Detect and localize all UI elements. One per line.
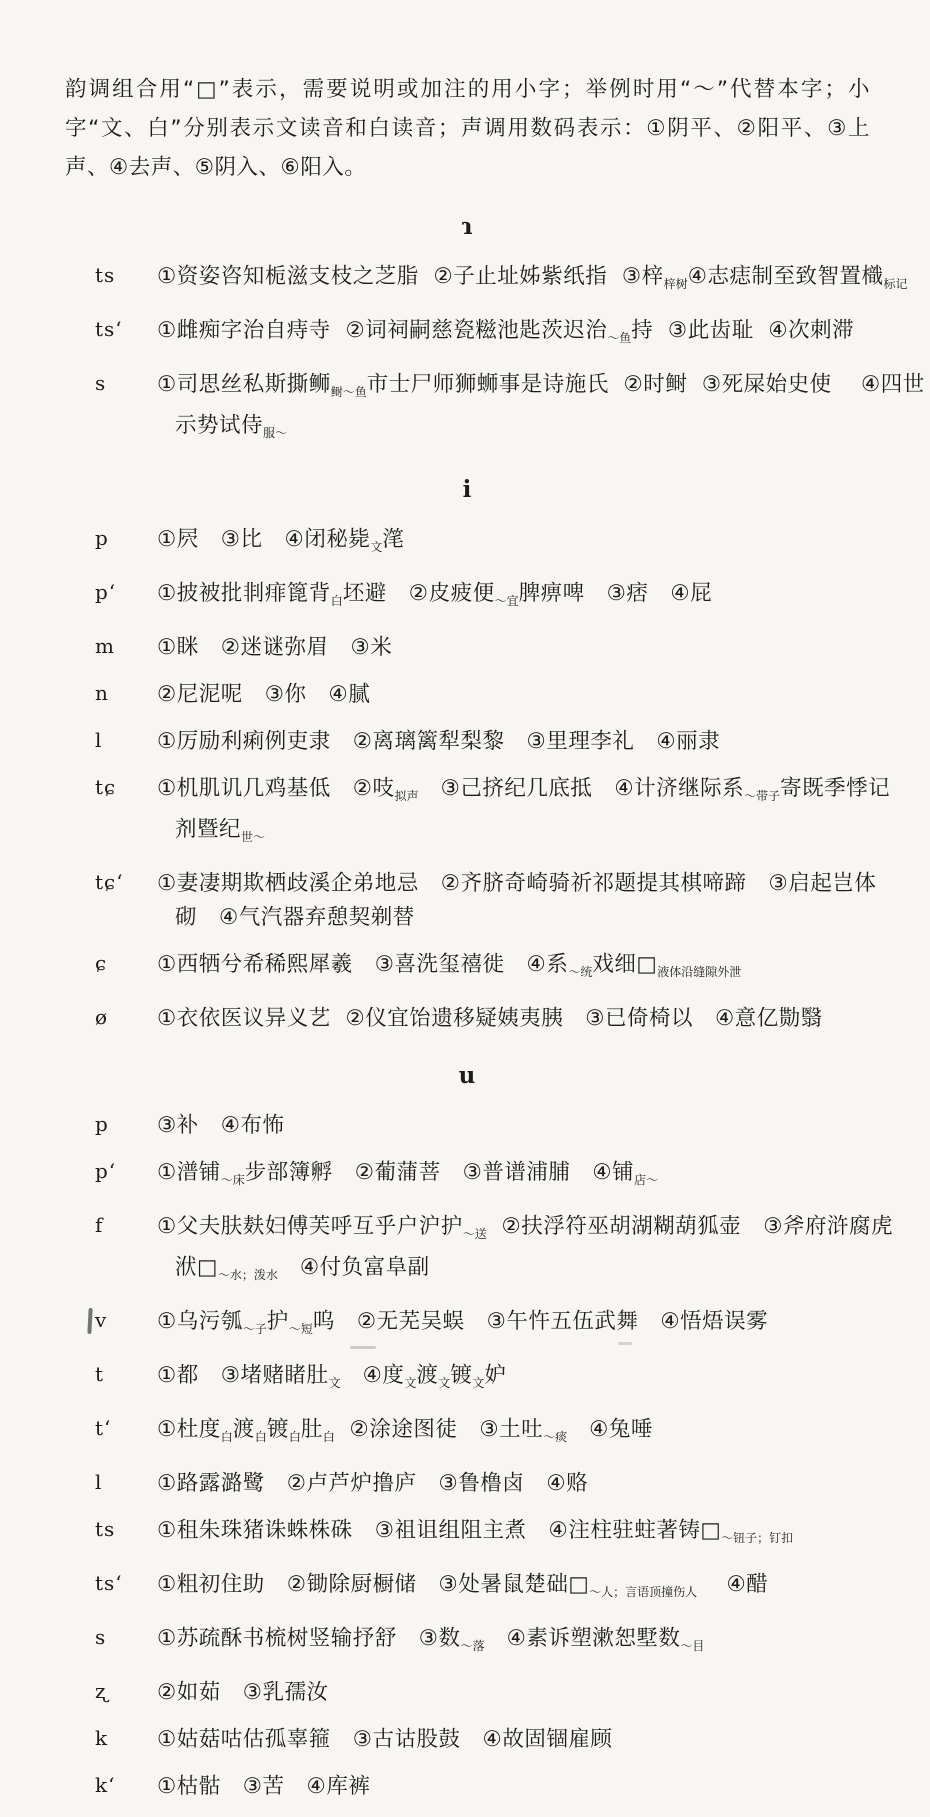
section-ɿ: [65, 213, 925, 450]
entry-line: [157, 772, 890, 813]
initial-label: tʻ: [95, 1416, 112, 1440]
entry-content: [157, 523, 870, 564]
entry-line: [157, 948, 870, 989]
entry-line: [157, 1467, 870, 1501]
entry-text: ④素诉塑漱恕墅数: [484, 1626, 681, 1651]
entry-text: ①衣依医议异义艺 ②仪宜饴遗移疑姨夷胰 ③已倚椅以 ④意亿勚翳: [157, 1006, 823, 1031]
entry-row-tɕʻ: [95, 867, 877, 935]
entry-text: 镀: [266, 1417, 289, 1442]
entry-text: 戏细□: [592, 952, 658, 977]
initial-label: ø: [95, 1005, 109, 1029]
entry-row-ʐ: [95, 1676, 870, 1710]
entry-text: 寄既季悸记: [780, 776, 891, 801]
entry-content: [157, 1676, 870, 1710]
entry-text: ①眯 ②迷谜弥眉 ③米: [157, 635, 393, 660]
annotation-small: 文: [404, 1376, 417, 1390]
entry-row-ts: [95, 1514, 870, 1555]
entry-text: ①潽铺: [157, 1160, 221, 1185]
entry-row-ts: [95, 260, 908, 301]
section-u: [65, 1062, 894, 1804]
entry-text: 砌 ④气汽器弃憩契剃替: [175, 905, 415, 930]
entry-line-continued: [175, 813, 890, 854]
entry-row-pʻ: [95, 577, 870, 618]
section-i: [65, 476, 891, 1036]
entry-text: ④兔唾: [567, 1417, 653, 1442]
entry-text: 妒: [484, 1363, 507, 1388]
entry-content: [157, 1514, 870, 1555]
initial-label: pʻ: [95, 1159, 117, 1183]
entry-row-p: [95, 523, 870, 564]
annotation-small: ～床: [220, 1173, 245, 1187]
initial-label: v: [95, 1308, 108, 1332]
annotation-small: ～宜: [494, 594, 519, 608]
entry-text: ①厉励利痢例吏隶 ②离璃篱犁梨黎 ③里理李礼 ④丽隶: [157, 729, 721, 754]
entry-text: 坯避 ②皮疲便: [342, 581, 495, 606]
entry-row-s: [95, 368, 925, 450]
entry-line: [157, 1723, 870, 1757]
entry-row-v: [95, 1305, 870, 1346]
entry-row-f: [95, 1210, 894, 1292]
entry-text: 脾痹啤 ③痞 ④屁: [518, 581, 713, 606]
entry-content: [157, 1723, 870, 1757]
entry-line: [157, 1568, 870, 1609]
entry-text: ①妻凄期欺栖歧溪企弟地忌 ②齐脐奇崎骑祈祁题提其棋啼蹄 ③启起岂体: [157, 871, 877, 896]
vowel-header: ɿ: [461, 213, 474, 240]
scan-artifact: [350, 1346, 376, 1349]
entry-text: 肚: [300, 1417, 323, 1442]
entry-text: ①租朱珠猪诛蛛株硃 ③祖诅组阻主煮 ④注柱驻蛀著铸□: [157, 1518, 722, 1543]
initial-label: pʻ: [95, 580, 117, 604]
entry-text: ③补 ④布怖: [157, 1113, 285, 1138]
entry-line: [157, 260, 907, 301]
annotation-small: 标记: [883, 277, 908, 291]
entry-row-p: [95, 1109, 870, 1143]
entry-text: 呜 ②无芜吴蜈 ③午忤五伍武舞 ④悟焐误雾: [312, 1309, 769, 1334]
scan-artifact: [618, 1342, 632, 1345]
initial-label: tsʻ: [95, 1571, 123, 1595]
entry-text: 持 ③此齿耻 ④次刺滞: [631, 318, 855, 343]
entry-row-n: [95, 678, 870, 712]
scanned-page: [65, 70, 925, 1817]
entry-text: 步部簿孵 ②葡蒲菩 ③普谱浦脯 ④铺: [244, 1160, 635, 1185]
initial-label: m: [95, 634, 115, 658]
entry-line: [157, 1305, 870, 1346]
entry-row-tsʻ: [95, 1568, 870, 1609]
entry-text: 市士尸师狮蛳事是诗施氏 ②时鲥 ③死屎始史使 ④四世: [366, 372, 925, 397]
entry-content: [157, 772, 890, 854]
entry-row-ø: [95, 1002, 870, 1036]
vowel-header: u: [458, 1062, 477, 1089]
annotation-small: ～带子: [744, 789, 781, 803]
initial-label: p: [95, 1112, 109, 1136]
entry-row-t: [95, 1359, 870, 1400]
entry-text: 滗: [382, 527, 405, 552]
annotation-small: ～目: [680, 1639, 705, 1653]
annotation-small: 拟声: [394, 789, 419, 803]
entry-line: [157, 1622, 870, 1663]
initial-label: kʻ: [95, 1773, 116, 1797]
entry-line-continued: [175, 409, 925, 450]
entry-content: [157, 1568, 870, 1609]
entry-text: 渡: [416, 1363, 439, 1388]
entry-content: [157, 725, 870, 759]
annotation-small: ～子: [242, 1322, 267, 1336]
initial-label: l: [95, 728, 103, 752]
entry-line: [157, 314, 870, 355]
entry-content: [157, 1210, 893, 1292]
vowel-header: i: [462, 476, 473, 503]
entry-row-ɕ: [95, 948, 870, 989]
entry-text: ①粗初住助 ②锄除厨橱储 ③处暑鼠楚础□: [157, 1572, 590, 1597]
entry-line: [157, 631, 870, 665]
entry-row-pʻ: [95, 1156, 870, 1197]
entry-rows: [95, 260, 925, 450]
entry-text: ①父夫肤麸妇傅芙呼互乎户沪护: [157, 1214, 463, 1239]
entry-text: ①姑菇咕估孤辜箍 ③古诂股鼓 ④故固锢雇顾: [157, 1727, 613, 1752]
initial-label: ʐ: [95, 1679, 108, 1703]
entry-content: [157, 1305, 870, 1346]
entry-content: [157, 631, 870, 665]
entry-line: [157, 1002, 870, 1036]
entry-row-k: [95, 1723, 870, 1757]
entry-text: 示势试侍: [175, 413, 264, 438]
entry-line: [157, 1413, 870, 1454]
entry-text: ①枯骷 ③苦 ④库裤: [157, 1774, 371, 1799]
entry-text: ①司思丝私斯撕𫚕: [157, 372, 331, 397]
entry-row-l: [95, 725, 870, 759]
entry-content: [157, 577, 870, 618]
annotation-small: 白: [330, 594, 343, 608]
entry-text: ④志痣制至致智置樴: [687, 264, 884, 289]
entry-text: ①雌痴字治自痔寺 ②词祠嗣慈瓷糍池匙茨迟治: [157, 318, 608, 343]
initial-label: s: [95, 1625, 107, 1649]
entry-text: ④度: [340, 1363, 405, 1388]
entry-line-continued: [175, 1251, 893, 1292]
entry-content: [157, 260, 907, 301]
annotation-small: ～落: [460, 1639, 485, 1653]
annotation-small: 鲥～鱼: [330, 385, 367, 399]
annotation-small: 文: [472, 1376, 485, 1390]
entry-row-tʻ: [95, 1413, 870, 1454]
entry-text: ①西牺兮希稀熙犀羲 ③喜洗玺禧徙 ④系: [157, 952, 569, 977]
entry-text: ④醋: [697, 1572, 769, 1597]
entry-text: ①披被批剕痱篦背: [157, 581, 331, 606]
entry-text: ①路露潞鹭 ②卢芦炉撸庐 ③鲁橹卤 ④赂: [157, 1471, 589, 1496]
annotation-small: 梓树: [663, 277, 688, 291]
entry-content: [157, 1467, 870, 1501]
entry-line: [157, 1210, 893, 1251]
annotation-small: ～送: [462, 1227, 487, 1241]
entry-line: [157, 1770, 870, 1804]
entry-content: [157, 368, 925, 450]
entry-line: [157, 368, 925, 409]
entry-text: ①杜度: [157, 1417, 221, 1442]
annotation-small: 店～: [634, 1173, 659, 1187]
annotation-small: 文: [328, 1376, 341, 1390]
initial-label: tɕ: [95, 775, 117, 799]
entry-text: 镀: [450, 1363, 473, 1388]
entry-line-continued: [175, 901, 876, 935]
entry-content: [157, 1359, 870, 1400]
initial-label: p: [95, 526, 109, 550]
entry-line: [157, 1514, 870, 1555]
annotation-small: ～痰: [543, 1430, 568, 1444]
entry-line: [157, 1156, 870, 1197]
entry-text: 洑□: [175, 1255, 218, 1280]
entry-text: ①苏疏酥书梳树竖输抒舒 ③数: [157, 1626, 461, 1651]
entry-content: [157, 867, 876, 935]
entry-row-kʻ: [95, 1770, 870, 1804]
initial-label: k: [95, 1726, 109, 1750]
entry-content: [157, 1156, 870, 1197]
entry-text: ②尼泥呢 ③你 ④腻: [157, 682, 371, 707]
entry-text: 渡: [232, 1417, 255, 1442]
entry-text: ②涂途图徒 ③土吐: [334, 1417, 544, 1442]
entry-rows: [95, 1109, 894, 1804]
initial-label: s: [95, 371, 107, 395]
annotation-small: ～短: [288, 1322, 313, 1336]
entry-content: [157, 1109, 870, 1143]
intro-paragraph: 韵调组合用“□”表示，需要说明或加注的用小字；举例时用“～”代替本字；小字“文、白”分别表示文读音和白读音；声调用数码表示：①阴平、②阳平、③上声、④去声、⑤阴入、⑥阳入。: [65, 77, 870, 180]
entry-content: [157, 678, 870, 712]
annotation-small: 服～: [263, 426, 288, 440]
entry-text: ④付负富阜副: [277, 1255, 430, 1280]
initial-label: ts: [95, 1517, 116, 1541]
initial-label: t: [95, 1362, 105, 1386]
annotation-small: 白: [322, 1430, 335, 1444]
initial-label: l: [95, 1470, 103, 1494]
entry-text: ①资姿咨知栀滋支枝之芝脂 ②子止址姊紫纸指 ③梓: [157, 264, 664, 289]
entry-row-tsʻ: [95, 314, 870, 355]
entry-line: [157, 577, 870, 618]
annotation-small: 白: [220, 1430, 233, 1444]
entry-text: ②扶浮符巫胡湖糊葫狐壶 ③斧府浒腐虎: [486, 1214, 894, 1239]
annotation-small: 白: [254, 1430, 267, 1444]
syllabary-sections: [65, 213, 925, 1804]
annotation-small: 文: [370, 540, 383, 554]
entry-row-l: [95, 1467, 870, 1501]
annotation-small: ～鱼: [607, 331, 632, 345]
entry-rows: [95, 523, 891, 1036]
initial-label: tɕʻ: [95, 870, 124, 894]
annotation-small: ～统: [568, 965, 593, 979]
entry-text: 护: [266, 1309, 289, 1334]
entry-line: [157, 1109, 870, 1143]
entry-line: [157, 867, 876, 901]
entry-content: [157, 948, 870, 989]
entry-line: [157, 678, 870, 712]
entry-content: [157, 1622, 870, 1663]
annotation-small: 液体沿缝隙外泄: [657, 965, 742, 979]
entry-row-tɕ: [95, 772, 891, 854]
entry-content: [157, 1002, 870, 1036]
entry-content: [157, 1413, 870, 1454]
entry-content: [157, 314, 870, 355]
entry-line: [157, 725, 870, 759]
annotation-small: ～人；言语顶撞伤人: [589, 1585, 698, 1599]
initial-label: ɕ: [95, 951, 108, 975]
entry-row-m: [95, 631, 870, 665]
entry-content: [157, 1770, 870, 1804]
initial-label: ts: [95, 263, 116, 287]
annotation-small: 文: [438, 1376, 451, 1390]
entry-text: 剂暨纪: [175, 817, 242, 842]
entry-line: [157, 1676, 870, 1710]
annotation-small: 世～: [241, 830, 266, 844]
entry-text: ②如茹 ③乳孺汝: [157, 1680, 329, 1705]
entry-text: ①机肌讥几鸡基低 ②吱: [157, 776, 395, 801]
entry-text: ①乌污瓠: [157, 1309, 243, 1334]
entry-text: ③己挤纪几底抵 ④计济继际系: [418, 776, 745, 801]
entry-text: ①都 ③堵赌睹肚: [157, 1363, 329, 1388]
entry-line: [157, 523, 870, 564]
entry-text: ①屄 ③比 ④闭秘毙: [157, 527, 371, 552]
annotation-small: 白: [288, 1430, 301, 1444]
annotation-small: ～钮子；钉扣: [721, 1531, 794, 1545]
entry-line: [157, 1359, 870, 1400]
initial-label: tsʻ: [95, 317, 123, 341]
entry-row-s: [95, 1622, 870, 1663]
initial-label: n: [95, 681, 109, 705]
annotation-small: ～水；泼水: [217, 1268, 278, 1282]
initial-label: f: [95, 1213, 104, 1237]
